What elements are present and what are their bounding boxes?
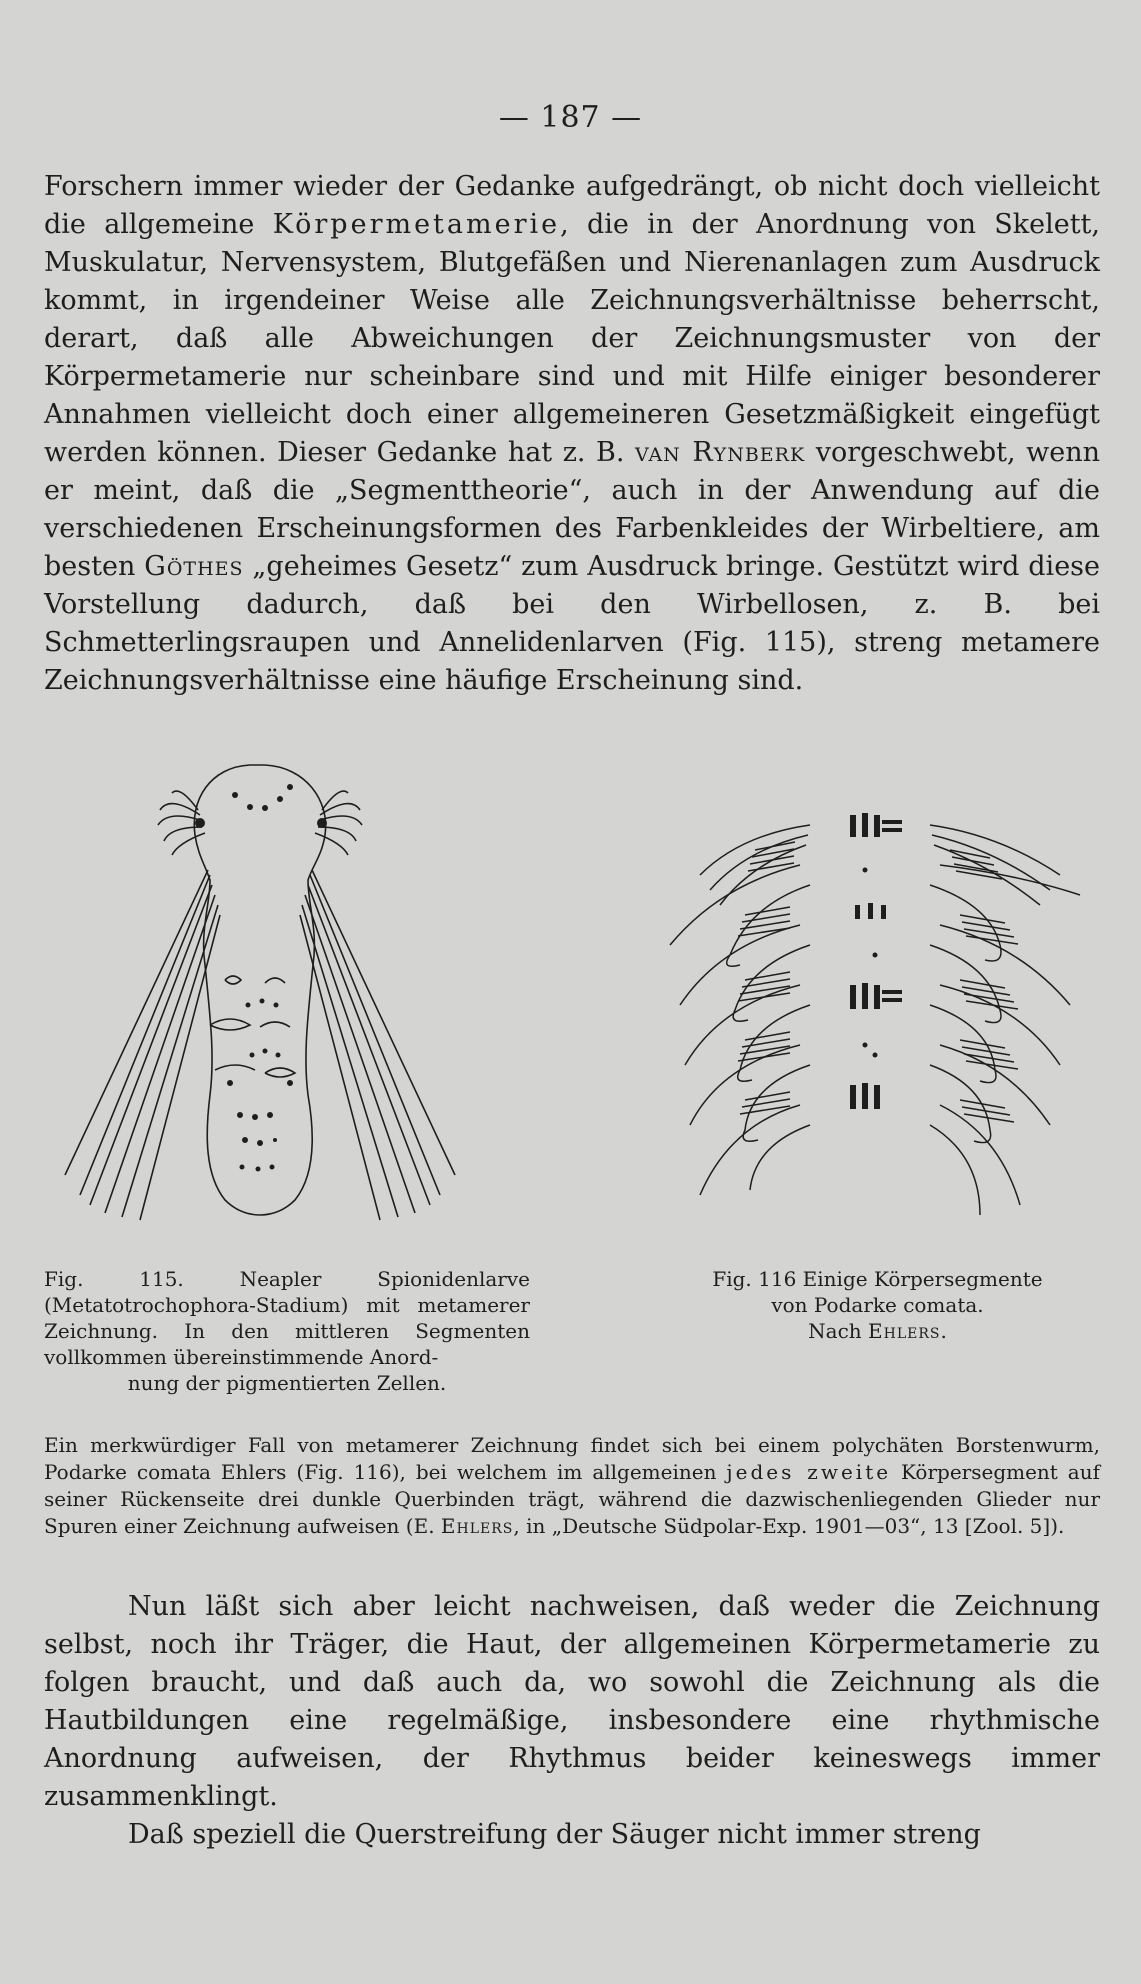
figure-115-caption-last-line: nung der pigmentierten Zellen. xyxy=(127,1371,447,1395)
figure-116-caption-line-1: Fig. 116 Einige Körpersegmente xyxy=(712,1267,1043,1291)
spaced-term-jedes-zweite: jedes zweite xyxy=(726,1460,892,1484)
figure-115-caption xyxy=(44,1266,530,1396)
figure-116-podarke-segments xyxy=(660,795,1100,1245)
small-print-text-c: , in „Deutsche Südpolar-Exp. 1901—03“, 13 [Zool. 5]). xyxy=(513,1514,1065,1538)
paragraph-1-text-c: vorgeschwebt, wenn er meint, daß die „Segmenttheorie“, auch in der Anwendung auf die verschiedenen Erscheinungsformen des Farbenkleides der Wirbeltiere, am besten xyxy=(44,437,1100,582)
small-print-text-a: Ein merkwürdiger Fall von metamerer Zeichnung findet sich bei einem polychäten Borstenwurm, Podarke comata Ehlers (Fig. 116), bei welchem im allgemeinen xyxy=(44,1433,1100,1484)
small-print-paragraph xyxy=(44,1432,1100,1540)
paragraph-1-text-d: „geheimes Gesetz“ zum Ausdruck bringe. Gestützt wird diese Vorstellung dadurch, daß bei den Wirbellosen, z. B. bei Schmetterlingsraupen und Annelidenlarven (Fig. 115), streng metamere Zeichnungsverhältnisse eine häufige Erscheinung sind. xyxy=(44,551,1101,696)
author-van-rynberk: van Rynberk xyxy=(635,437,806,468)
figure-115-caption-text: Fig. 115. Neapler Spionidenlarve (Metatotrochophora-Stadium) mit metamerer Zeichnung. In den mittleren Segmenten vollkommen übereinstimmende Anord- xyxy=(44,1267,530,1369)
paragraph-1-text-a: Forschern immer wieder der Gedanke aufgedrängt, ob nicht doch vielleicht die allgemeine xyxy=(44,171,1100,240)
spaced-term-koerpermetamerie: Körpermetamerie xyxy=(272,209,561,240)
paragraph-1 xyxy=(44,168,1100,700)
figure-116-caption-nach: Nach xyxy=(808,1319,869,1343)
figure-115-larva-illustration xyxy=(60,755,530,1255)
small-print-text-b: Körpersegment auf seiner Rückenseite drei dunkle Querbinden trägt, während die dazwischenliegenden Glieder nur Spuren einer Zeichnung aufweisen (E. xyxy=(44,1460,1101,1538)
paragraph-3: Daß speziell die Querstreifung der Säuger nicht immer streng xyxy=(128,1819,981,1850)
author-goethes: Göthes xyxy=(144,551,244,582)
figure-116-caption-line-2: von Podarke comata. xyxy=(771,1293,984,1317)
figure-116-caption-end: . xyxy=(940,1319,947,1343)
author-ehlers: Ehlers xyxy=(868,1319,941,1343)
page-number: — 187 — xyxy=(498,100,643,135)
paragraph-2: Nun läßt sich aber leicht nachweisen, daß weder die Zeichnung selbst, noch ihr Träger, die Haut, der allgemeinen Körpermetamerie zu folgen braucht, und daß auch da, wo sowohl die Zeichnung als die Hautbildungen eine regelmäßige, insbesondere eine rhythmische Anordnung aufweisen, der Rhythmus beider keineswegs immer zusammenklingt. xyxy=(44,1591,1100,1812)
paragraph-1-text-b: , die in der Anordnung von Skelett, Muskulatur, Nervensystem, Blutgefäßen und Nierenanlagen zum Ausdruck kommt, in irgendeiner Weise alle Zeichnungsverhältnisse beherrscht, derart, daß alle Abweichungen der Zeichnungsmuster von der Körpermetamerie nur scheinbare sind und mit Hilfe einiger besonderer Annahmen vielleicht doch einer allgemeineren Gesetzmäßigkeit eingefügt werden können. Dieser Gedanke hat z. B. xyxy=(44,209,1100,468)
larva-body-outline xyxy=(194,765,325,1215)
figure-116-caption xyxy=(655,1266,1100,1344)
author-ehlers-reference: Ehlers xyxy=(440,1514,514,1538)
